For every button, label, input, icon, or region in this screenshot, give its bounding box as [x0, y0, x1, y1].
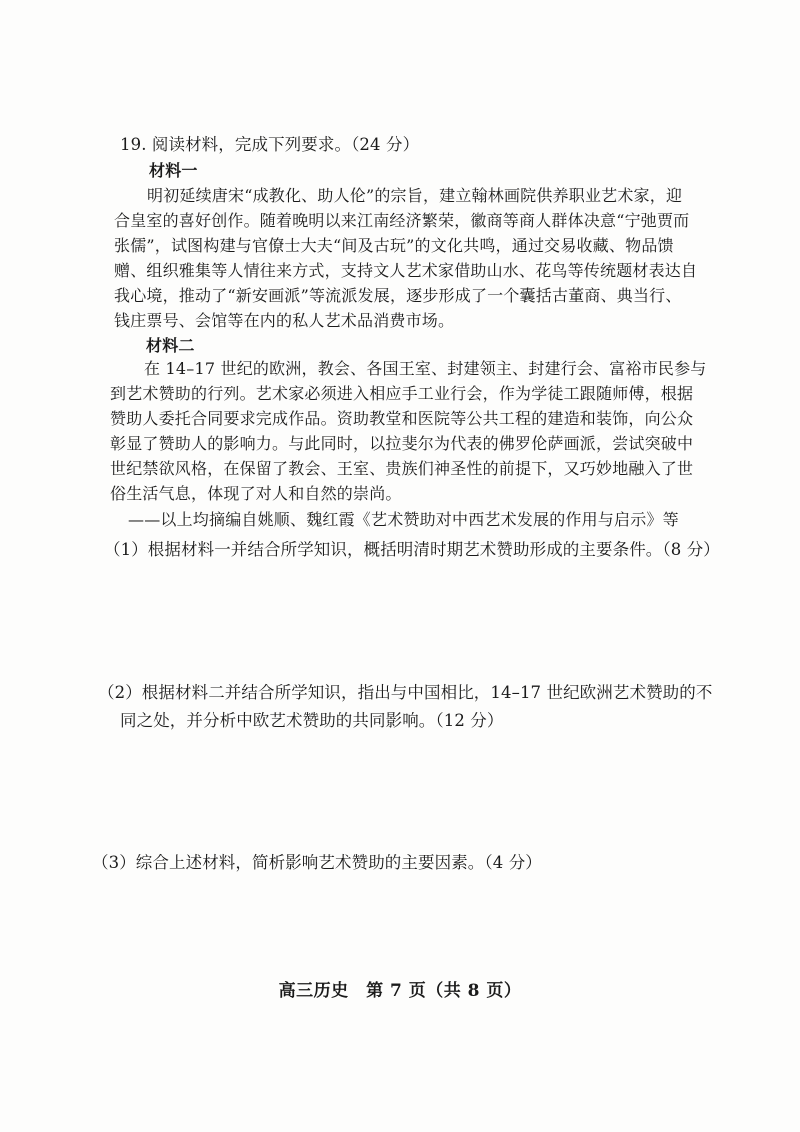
material2-line: 在 14–17 世纪的欧洲，教会、各国王室、封建领主、封建行会、富裕市民参与: [144, 359, 707, 378]
subquestion-2: （2）根据材料二并结合所学知识，指出与中国相比，14–17 世纪欧洲艺术赞助的不: [98, 683, 713, 702]
material2-line: 到艺术赞助的行列。艺术家必须进入相应手工业行会，作为学徒工跟随师傅，根据: [110, 384, 694, 403]
subquestion-3: （3）综合上述材料，简析影响艺术赞助的主要因素。（4 分）: [92, 853, 542, 872]
material1-line: 钱庄票号、会馆等在内的私人艺术品消费市场。: [114, 311, 455, 330]
source-citation: ——以上均摘编自姚顺、魏红霞《艺术赞助对中西艺术发展的作用与启示》等: [128, 510, 679, 529]
material1-line: 张儒”，试图构建与官僚士大夫“间及古玩”的文化共鸣，通过交易收藏、物品馈: [114, 236, 674, 255]
material1-title: 材料一: [149, 161, 198, 180]
material2-line: 俗生活气息，体现了对人和自然的崇尚。: [110, 484, 402, 503]
material1-line: 合皇室的喜好创作。随着晚明以来江南经济繁荣，徽商等商人群体决意“宁弛贾而: [114, 211, 690, 230]
material1-line: 赠、组织雅集等人情往来方式，支持文人艺术家借助山水、花鸟等传统题材表达自: [114, 261, 698, 280]
question-stem: 19. 阅读材料，完成下列要求。（24 分）: [120, 135, 420, 154]
material1-line: 我心境，推动了“新安画派”等流派发展，逐步形成了一个囊括古董商、典当行、: [114, 286, 682, 305]
subquestion-1: （1）根据材料一并结合所学知识，概括明清时期艺术赞助形成的主要条件。（8 分）: [104, 540, 720, 559]
material2-line: 世纪禁欲风格，在保留了教会、王室、贵族们神圣性的前提下，又巧妙地融入了世: [110, 459, 694, 478]
material2-title: 材料二: [146, 336, 195, 355]
page-footer: 高三历史 第 7 页（共 8 页）: [278, 981, 522, 1001]
subquestion-2: 同之处，并分析中欧艺术赞助的共同影响。（12 分）: [120, 711, 504, 730]
material1-line: 明初延续唐宋“成教化、助人伦”的宗旨，建立翰林画院供养职业艺术家，迎: [147, 186, 683, 205]
material2-line: 彰显了赞助人的影响力。与此同时，以拉斐尔为代表的佛罗伦萨画派，尝试突破中: [110, 434, 694, 453]
material2-line: 赞助人委托合同要求完成作品。资助教堂和医院等公共工程的建造和装饰，向公众: [110, 409, 694, 428]
